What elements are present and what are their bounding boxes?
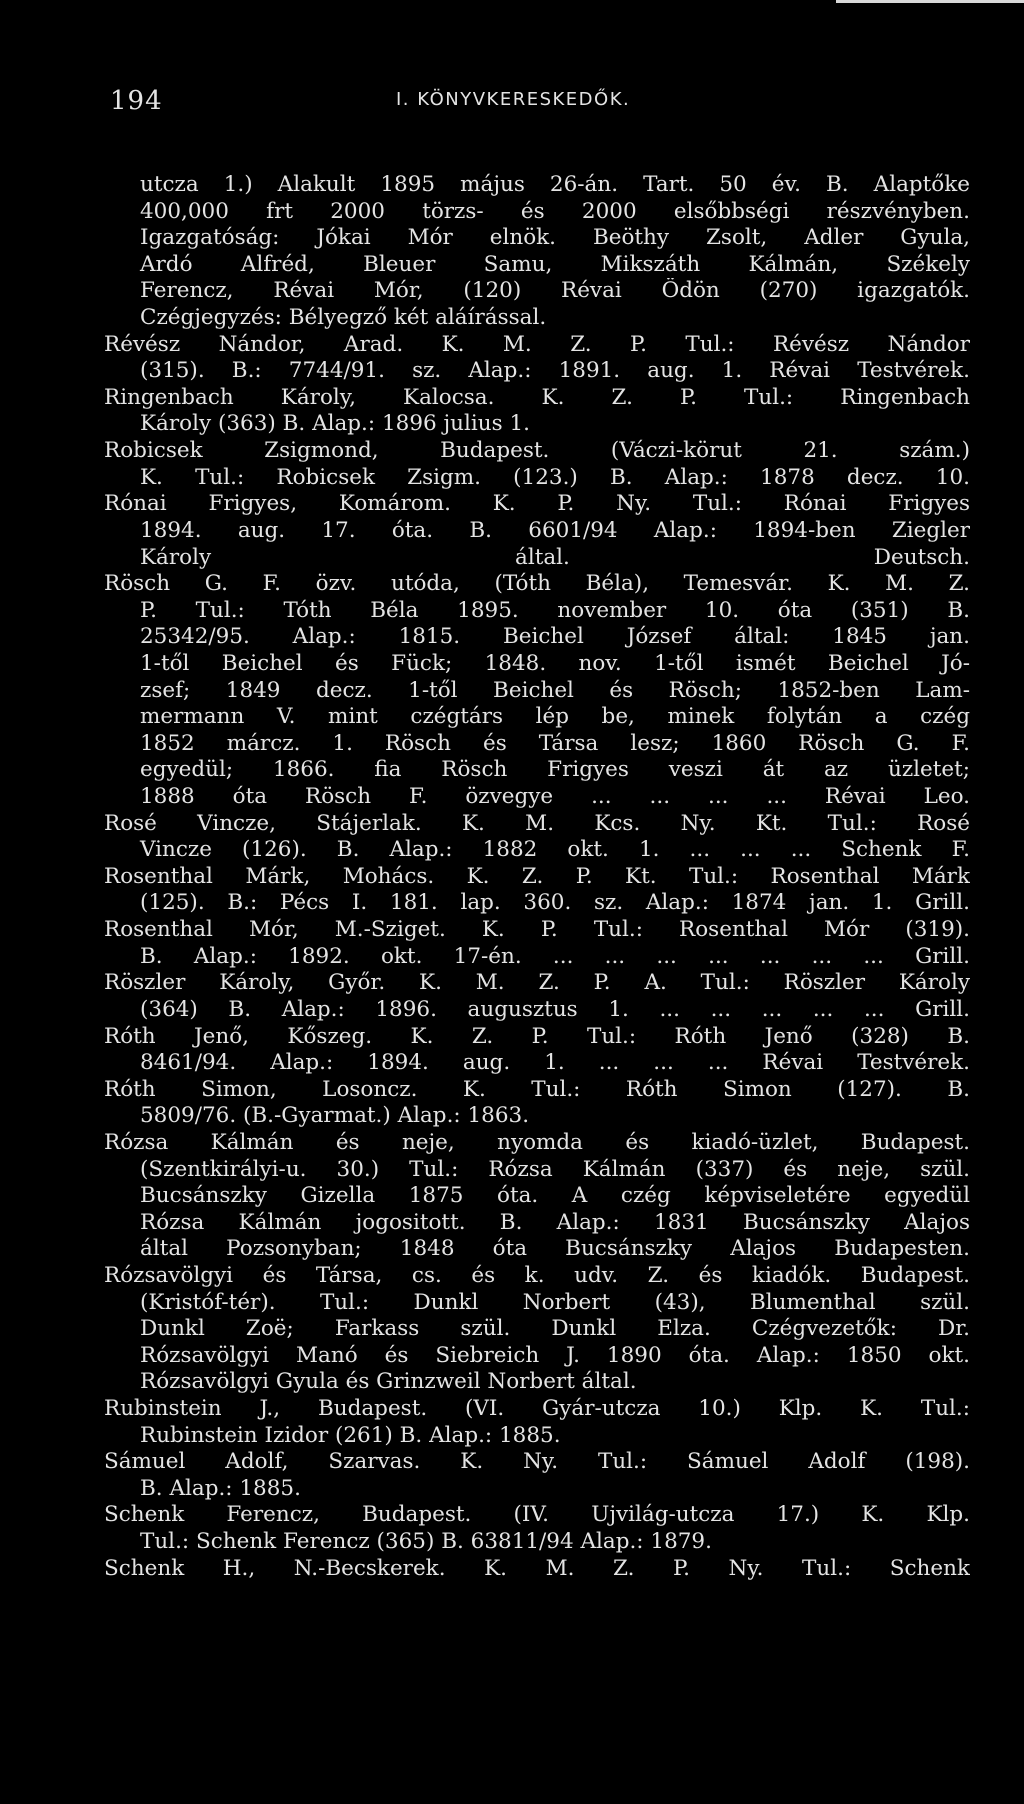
text-line: Ferencz, Révai Mór, (120) Révai Ödön (270) igazgatók.: [140, 278, 970, 304]
entry-heading-line: Schenk Ferencz, Budapest. (IV. Ujvilág-utcza 17.) K. Klp.: [104, 1502, 970, 1528]
entry-heading-line: Rosenthal Mór, M.-Sziget. K. P. Tul.: Rosenthal Mór (319).: [104, 917, 970, 943]
entry-heading-line: Robicsek Zsigmond, Budapest. (Váczi-körut 21. szám.): [104, 438, 970, 464]
text-line: Károly által. Deutsch.: [140, 544, 970, 570]
text-line: Rózsavölgyi Manó és Siebreich J. 1890 óta. Alap.: 1850 okt.: [140, 1342, 970, 1368]
text-line: Igazgatóság: Jókai Mór elnök. Beöthy Zsolt, Adler Gyula,: [140, 225, 970, 251]
text-line: zsef; 1849 decz. 1-től Beichel és Rösch; 1852-ben Lam-: [140, 677, 970, 703]
text-line: (Kristóf-tér). Tul.: Dunkl Norbert (43), Blumenthal szül.: [140, 1289, 970, 1315]
text-line: 1888 óta Rösch F. özvegye ... ... ... ... Révai Leo.: [140, 784, 970, 810]
text-line: Dunkl Zoë; Farkass szül. Dunkl Elza. Czégvezetők: Dr.: [140, 1316, 970, 1342]
entry-heading-line: Rónai Frigyes, Komárom. K. P. Ny. Tul.: Rónai Frigyes: [104, 491, 970, 517]
text-line: K. Tul.: Robicsek Zsigm. (123.) B. Alap.: 1878 decz. 10.: [140, 464, 970, 490]
text-line: Ardó Alfréd, Bleuer Samu, Mikszáth Kálmán, Székely: [140, 251, 970, 277]
text-line: 1894. aug. 17. óta. B. 6601/94 Alap.: 1894-ben Ziegler: [140, 517, 970, 543]
entry-heading-line: Sámuel Adolf, Szarvas. K. Ny. Tul.: Sámuel Adolf (198).: [104, 1449, 970, 1475]
text-line: 1852 márcz. 1. Rösch és Társa lesz; 1860 Rösch G. F.: [140, 730, 970, 756]
text-line: egyedül; 1866. fia Rösch Frigyes veszi át az üzletet;: [140, 757, 970, 783]
entry-heading-line: Rosé Vincze, Stájerlak. K. M. Kcs. Ny. Kt. Tul.: Rosé: [104, 810, 970, 836]
text-line: (364) B. Alap.: 1896. augusztus 1. ... ... ... ... ... Grill.: [140, 996, 970, 1022]
text-line: (125). B.: Pécs I. 181. lap. 360. sz. Alap.: 1874 jan. 1. Grill.: [140, 890, 970, 916]
text-line: Rubinstein Izidor (261) B. Alap.: 1885.: [140, 1422, 561, 1448]
text-line: 1-től Beichel és Fück; 1848. nov. 1-től ismét Beichel Jó-: [140, 650, 970, 676]
running-head: I. KÖNYVKERESKEDŐK.: [396, 89, 631, 110]
entry-heading-line: Rubinstein J., Budapest. (VI. Gyár-utcza 10.) Klp. K. Tul.:: [104, 1396, 970, 1422]
entry-heading-line: Ringenbach Károly, Kalocsa. K. Z. P. Tul.: Ringenbach: [104, 384, 970, 410]
text-line: (Szentkirályi-u. 30.) Tul.: Rózsa Kálmán (337) és neje, szül.: [140, 1156, 970, 1182]
text-line: Rózsavölgyi Gyula és Grinzweil Norbert által.: [140, 1369, 637, 1395]
entry-heading-line: Röszler Károly, Győr. K. M. Z. P. A. Tul.: Röszler Károly: [104, 970, 970, 996]
text-line: Rózsa Kálmán jogositott. B. Alap.: 1831 Bucsánszky Alajos: [140, 1209, 970, 1235]
text-line: utcza 1.) Alakult 1895 május 26-án. Tart. 50 év. B. Alaptőke: [140, 172, 970, 197]
entry-heading-line: Róth Jenő, Kőszeg. K. Z. P. Tul.: Róth Jenő (328) B.: [104, 1023, 970, 1049]
text-line: 25342/95. Alap.: 1815. Beichel József által: 1845 jan.: [140, 624, 970, 650]
page-header: [110, 86, 970, 126]
text-line: által Pozsonyban; 1848 óta Bucsánszky Alajos Budapesten.: [140, 1236, 970, 1262]
page-number: 194: [110, 86, 163, 116]
entry-heading-line: Révész Nándor, Arad. K. M. Z. P. Tul.: Révész Nándor: [104, 331, 970, 357]
text-line: Károly (363) B. Alap.: 1896 julius 1.: [140, 411, 531, 437]
text-line: 8461/94. Alap.: 1894. aug. 1. ... ... ... Révai Testvérek.: [140, 1050, 970, 1076]
text-line: 5809/76. (B.-Gyarmat.) Alap.: 1863.: [140, 1103, 530, 1129]
text-line: B. Alap.: 1885.: [140, 1475, 301, 1501]
top-rule: [836, 0, 1024, 3]
text-line: Czégjegyzés: Bélyegző két aláírással.: [140, 305, 547, 331]
entry-heading-line: Rösch G. F. özv. utóda, (Tóth Béla), Temesvár. K. M. Z.: [104, 571, 970, 597]
text-line: Bucsánszky Gizella 1875 óta. A czég képviseletére egyedül: [140, 1183, 970, 1209]
text-line: Tul.: Schenk Ferencz (365) B. 63811/94 Alap.: 1879.: [140, 1529, 712, 1555]
directory-text: [104, 172, 970, 1582]
text-line: P. Tul.: Tóth Béla 1895. november 10. óta (351) B.: [140, 597, 970, 623]
text-line: mermann V. mint czégtárs lép be, minek folytán a czég: [140, 704, 970, 730]
text-line: (315). B.: 7744/91. sz. Alap.: 1891. aug. 1. Révai Testvérek.: [140, 358, 970, 384]
text-line: Vincze (126). B. Alap.: 1882 okt. 1. ... ... ... Schenk F.: [140, 837, 970, 863]
text-line: 400,000 frt 2000 törzs- és 2000 elsőbbségi részvényben.: [140, 198, 970, 224]
entry-heading-line: Rosenthal Márk, Mohács. K. Z. P. Kt. Tul.: Rosenthal Márk: [104, 863, 970, 889]
entry-heading-line: Schenk H., N.-Becskerek. K. M. Z. P. Ny. Tul.: Schenk: [104, 1555, 970, 1581]
entry-heading-line: Rózsa Kálmán és neje, nyomda és kiadó-üzlet, Budapest.: [104, 1129, 970, 1155]
entry-heading-line: Rózsavölgyi és Társa, cs. és k. udv. Z. és kiadók. Budapest.: [104, 1262, 970, 1288]
entry-heading-line: Róth Simon, Losoncz. K. Tul.: Róth Simon (127). B.: [104, 1076, 970, 1102]
text-line: B. Alap.: 1892. okt. 17-én. ... ... ... ... ... ... ... Grill.: [140, 943, 970, 969]
